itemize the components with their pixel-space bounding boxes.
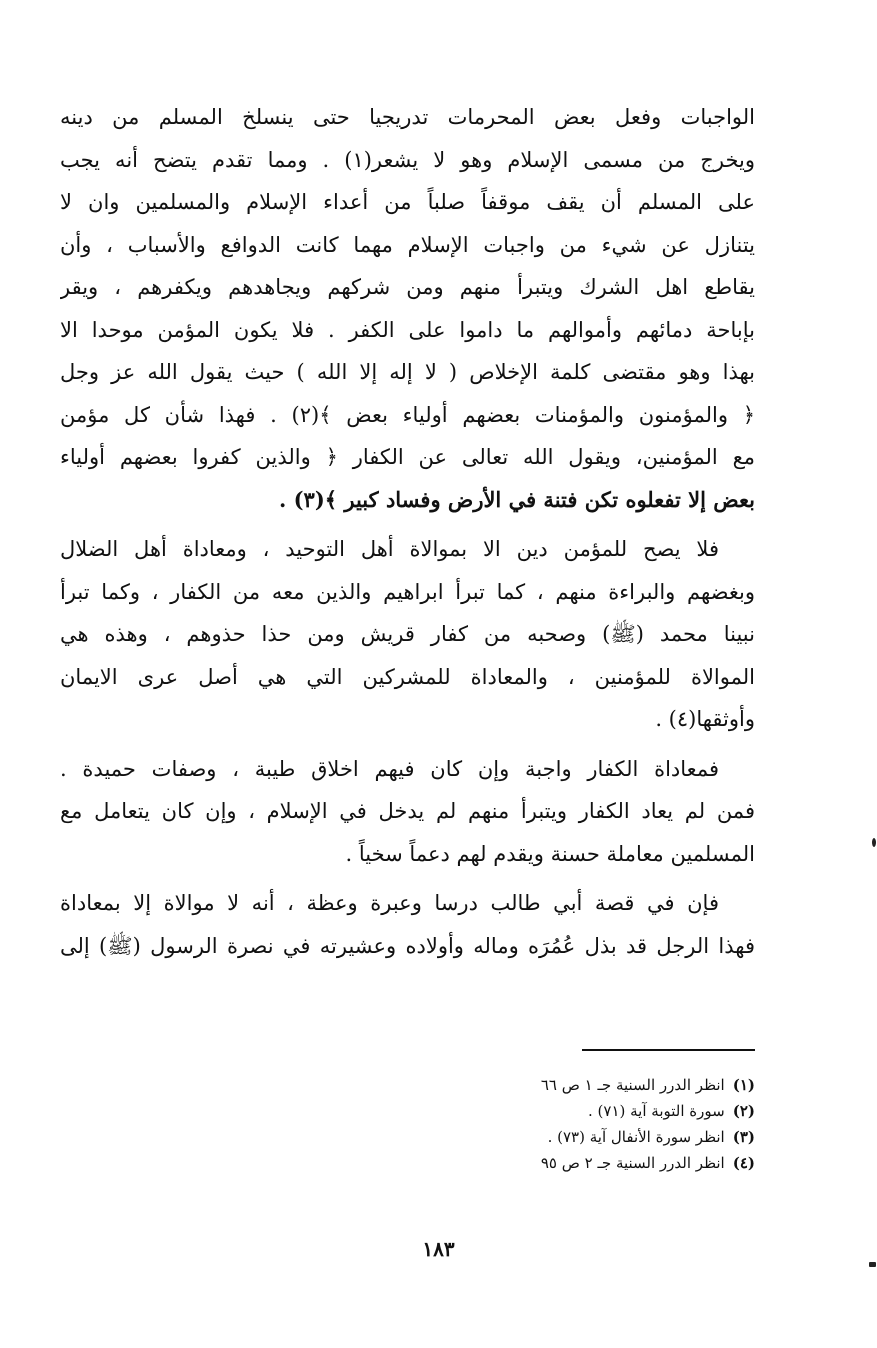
text-line: الموالاة للمؤمنين ، والمعاداة للمشركين التي هي أصل عرى الايمان xyxy=(60,664,755,689)
footnote-divider xyxy=(582,1049,755,1051)
text-line: نبينا محمد (ﷺ) وصحبه من كفار قريش ومن حذا حذوهم ، وهذه هي xyxy=(60,622,755,646)
text-line: يتنازل عن شيء من واجبات الإسلام مهما كانت الدوافع والأسباب ، وأن xyxy=(60,232,755,257)
text-line: وأوثقها(٤) . xyxy=(655,707,755,731)
text-line: بهذا وهو مقتضى كلمة الإخلاص ( لا إله إلا الله ) حيث يقول الله عز وجل xyxy=(60,360,755,384)
paragraph-3 xyxy=(60,748,755,876)
page-number: ١٨٣ xyxy=(422,1237,455,1261)
scan-speck xyxy=(872,838,876,847)
scan-speck xyxy=(869,1262,876,1267)
text-line: مع المؤمنين، ويقول الله تعالى عن الكفار ﴿ والذين كفروا بعضهم أولياء xyxy=(60,445,755,469)
paragraph-1 xyxy=(60,96,755,521)
text-line: فلا يصح للمؤمن دين الا بموالاة أهل التوحيد ، ومعاداة أهل الضلال xyxy=(60,537,719,561)
footnote-text: انظر الدرر السنية جـ ١ ص ٦٦ xyxy=(540,1076,725,1094)
text-line: على المسلم أن يقف موقفاً صلباً من أعداء الإسلام والمسلمين وان لا xyxy=(60,190,755,214)
footnote-text: سورة التوبة آية (٧١) . xyxy=(588,1102,725,1120)
text-line: فمعاداة الكفار واجبة وإن كان فيهم اخلاق طيبة ، وصفات حميدة . xyxy=(60,756,719,781)
footnote-item xyxy=(335,1150,755,1176)
footnote-number: (٣) xyxy=(732,1128,755,1146)
quran-quote-line: ﴿ والمؤمنون والمؤمنات بعضهم أولياء بعض ﴾(٢) . فهذا شأن كل مؤمن xyxy=(60,402,755,427)
paragraph-2 xyxy=(60,528,755,741)
footnotes xyxy=(335,1072,755,1176)
text-line: فهذا الرجل قد بذل عُمُرَه وماله وأولاده وعشيرته في نصرة الرسول (ﷺ) إلى xyxy=(60,933,755,958)
footnote-item xyxy=(335,1124,755,1150)
text-line: فمن لم يعاد الكفار ويتبرأ منهم لم يدخل في الإسلام ، وإن كان يتعامل مع xyxy=(60,799,755,823)
footnote-number: (٢) xyxy=(732,1102,755,1120)
footnote-text: انظر الدرر السنية جـ ٢ ص ٩٥ xyxy=(540,1154,725,1172)
paragraph-4 xyxy=(60,882,755,967)
quran-quote-line: بعض إلا تفعلوه تكن فتنة في الأرض وفساد كبير ﴾(٣) . xyxy=(278,486,755,512)
footnote-number: (٤) xyxy=(732,1154,755,1172)
page-body xyxy=(60,96,755,974)
text-line: فإن في قصة أبي طالب درسا وعبرة وعظة ، أنه لا موالاة إلا بمعاداة xyxy=(60,891,719,915)
footnote-text: انظر سورة الأنفال آية (٧٣) . xyxy=(547,1128,725,1146)
footnote-item xyxy=(335,1072,755,1098)
footnote-item xyxy=(335,1098,755,1124)
text-line: المسلمين معاملة حسنة ويقدم لهم دعماً سخياً . xyxy=(345,841,755,866)
text-line: وبغضهم والبراءة منهم ، كما تبرأ ابراهيم والذين معه من الكفار ، وكما تبرأ xyxy=(60,579,755,604)
text-line: ويخرج من مسمى الإسلام وهو لا يشعر(١) . ومما تقدم يتضح أنه يجب xyxy=(60,147,755,172)
text-line: الواجبات وفعل بعض المحرمات تدريجيا حتى ينسلخ المسلم من دينه xyxy=(60,105,755,129)
text-line: بإباحة دمائهم وأموالهم ما داموا على الكفر . فلا يكون المؤمن موحدا الا xyxy=(60,317,755,342)
footnote-number: (١) xyxy=(732,1076,755,1094)
text-line: يقاطع اهل الشرك ويتبرأ منهم ومن شركهم ويجاهدهم ويكفرهم ، ويقر xyxy=(60,275,755,299)
